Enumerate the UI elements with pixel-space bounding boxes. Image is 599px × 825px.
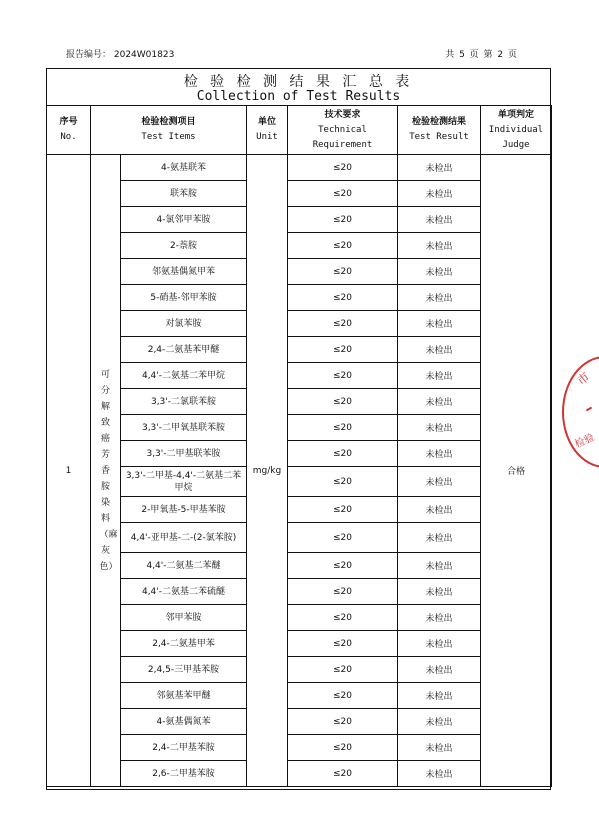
result-cell: 未检出 [398,363,481,389]
table-row [47,181,552,207]
results-table [46,105,552,787]
table-row [47,523,552,553]
requirement-cell: ≤20 [288,467,398,497]
requirement-cell: ≤20 [288,259,398,285]
requirement-cell: ≤20 [288,683,398,709]
requirement-cell: ≤20 [288,311,398,337]
requirement-cell: ≤20 [288,441,398,467]
table-row [47,631,552,657]
result-cell: 未检出 [398,735,481,761]
result-cell: 未检出 [398,657,481,683]
requirement-cell: ≤20 [288,605,398,631]
table-row [47,497,552,523]
category-label: 可分解致癌芳香胺染料（麻灰色） [99,369,118,572]
test-item-cell: 对氯苯胺 [121,311,247,337]
table-row [47,311,552,337]
result-cell: 未检出 [398,553,481,579]
result-cell: 未检出 [398,761,481,787]
requirement-cell: ≤20 [288,553,398,579]
table-title-cn: 检 验 检 测 结 果 汇 总 表 [183,74,414,90]
result-cell: 未检出 [398,497,481,523]
result-cell: 未检出 [398,631,481,657]
test-item-cell: 3,3'-二氯联苯胺 [121,389,247,415]
table-row [47,605,552,631]
test-item-cell: 4-氨基偶氮苯 [121,709,247,735]
table-row [47,363,552,389]
requirement-cell: ≤20 [288,415,398,441]
group-category [91,155,121,787]
result-cell: 未检出 [398,579,481,605]
test-item-cell: 4-氨基联苯 [121,155,247,181]
col-no: 序号 No. [47,106,91,155]
table-row [47,553,552,579]
result-cell: 未检出 [398,233,481,259]
requirement-cell: ≤20 [288,285,398,311]
test-item-cell: 3,3'-二甲基-4,4'-二氨基二苯甲烷 [121,467,247,497]
table-row [47,337,552,363]
col-requirement: 技术要求 Technical Requirement [288,106,398,155]
requirement-cell: ≤20 [288,523,398,553]
test-item-cell: 2,4,5-三甲基苯胺 [121,657,247,683]
result-cell: 未检出 [398,285,481,311]
table-row [47,259,552,285]
result-cell: 未检出 [398,311,481,337]
table-row [47,155,552,181]
result-cell: 未检出 [398,337,481,363]
test-item-cell: 2,6-二甲基苯胺 [121,761,247,787]
test-item-cell: 4-氯邻甲苯胺 [121,207,247,233]
test-item-cell: 4,4'-二氨基二苯硫醚 [121,579,247,605]
seal-text-top: 市 [574,369,593,389]
result-cell: 未检出 [398,207,481,233]
test-item-cell: 5-硝基-邻甲苯胺 [121,285,247,311]
report-number: 报告编号： 2024W01823 [66,50,175,60]
requirement-cell: ≤20 [288,657,398,683]
result-cell: 未检出 [398,683,481,709]
table-row [47,709,552,735]
test-item-cell: 4,4'-二氨基二苯甲烷 [121,363,247,389]
requirement-cell: ≤20 [288,337,398,363]
requirement-cell: ≤20 [288,735,398,761]
result-cell: 未检出 [398,441,481,467]
result-cell: 未检出 [398,605,481,631]
test-item-cell: 4,4'-二氨基二苯醚 [121,553,247,579]
table-row [47,285,552,311]
test-item-cell: 4,4'-亚甲基-二-(2-氯苯胺) [121,523,247,553]
table-row [47,415,552,441]
table-row [47,735,552,761]
table-row [47,389,552,415]
table-row [47,579,552,605]
group-number: 1 [47,155,91,787]
table-row [47,657,552,683]
requirement-cell: ≤20 [288,233,398,259]
table-row [47,467,552,497]
table-row [47,441,552,467]
test-item-cell: 3,3'-二甲氧基联苯胺 [121,415,247,441]
page-number: 共 5 页 第 2 页 [445,50,517,60]
test-item-cell: 2-萘胺 [121,233,247,259]
table-row [47,207,552,233]
judge-cell: 合格 [481,155,552,787]
requirement-cell: ≤20 [288,155,398,181]
requirement-cell: ≤20 [288,207,398,233]
header-row [47,106,552,155]
table-row [47,683,552,709]
result-cell: 未检出 [398,523,481,553]
col-result: 检验检测结果 Test Result [398,106,481,155]
col-judge: 单项判定 Individual Judge [481,106,552,155]
requirement-cell: ≤20 [288,709,398,735]
seal-text-bottom: 检验 [573,432,597,451]
result-cell: 未检出 [398,259,481,285]
result-cell: 未检出 [398,155,481,181]
requirement-cell: ≤20 [288,181,398,207]
test-item-cell: 2,4-二甲基苯胺 [121,735,247,761]
results-body [47,155,552,787]
result-cell: 未检出 [398,181,481,207]
test-item-cell: 邻甲苯胺 [121,605,247,631]
test-item-cell: 2,4-二氨基苯甲醚 [121,337,247,363]
result-cell: 未检出 [398,467,481,497]
test-item-cell: 3,3'-二甲基联苯胺 [121,441,247,467]
table-row [47,233,552,259]
requirement-cell: ≤20 [288,579,398,605]
requirement-cell: ≤20 [288,389,398,415]
requirement-cell: ≤20 [288,363,398,389]
requirement-cell: ≤20 [288,631,398,657]
requirement-cell: ≤20 [288,497,398,523]
test-item-cell: 邻氨基偶氮甲苯 [121,259,247,285]
result-cell: 未检出 [398,389,481,415]
test-item-cell: 联苯胺 [121,181,247,207]
unit-cell: mg/kg [247,155,288,787]
test-item-cell: 2,4-二氨基甲苯 [121,631,247,657]
col-items: 检验检测项目 Test Items [91,106,247,155]
table-title-en: Collection of Test Results [196,89,401,104]
test-item-cell: 2-甲氧基-5-甲基苯胺 [121,497,247,523]
result-cell: 未检出 [398,415,481,441]
results-frame [46,68,551,790]
table-row [47,761,552,787]
result-cell: 未检出 [398,709,481,735]
requirement-cell: ≤20 [288,761,398,787]
test-item-cell: 邻氨基苯甲醚 [121,683,247,709]
col-unit: 单位 Unit [247,106,288,155]
